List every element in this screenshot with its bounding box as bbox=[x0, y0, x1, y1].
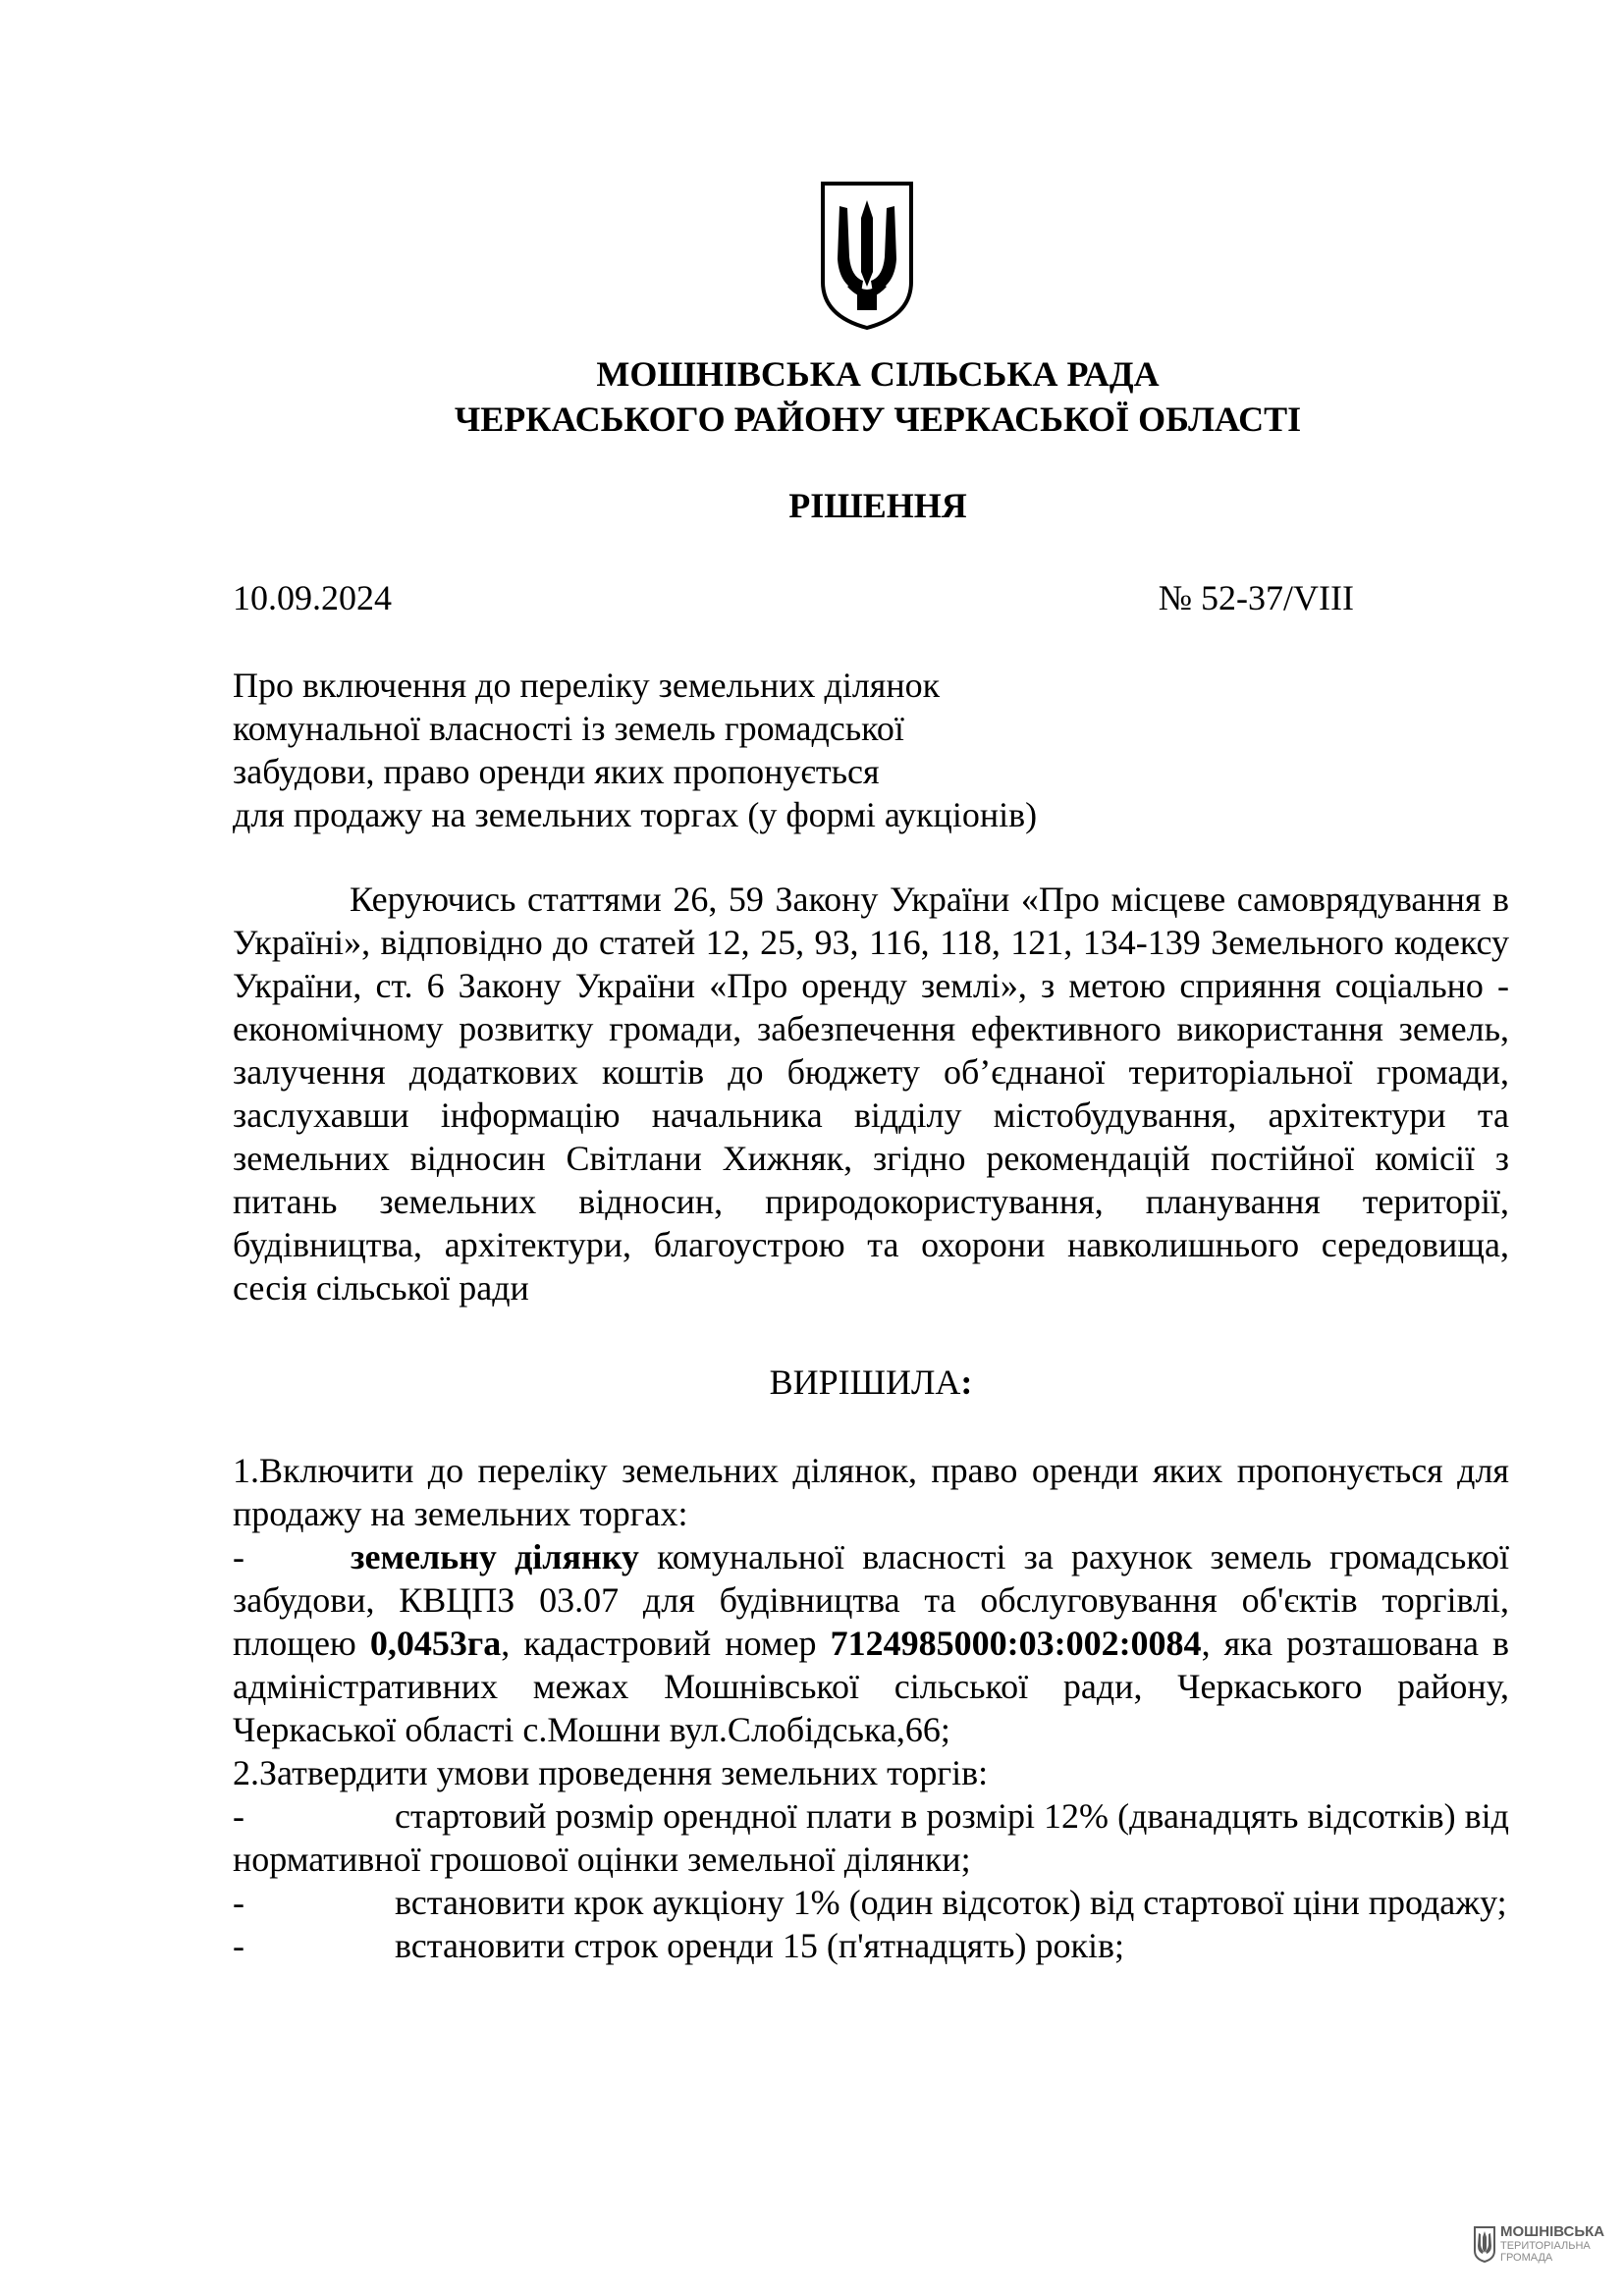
item-1-text: 1.Включити до переліку земельних ділянок, право оренди яких пропонується для продажу на земельних торгах: bbox=[233, 1451, 1509, 1533]
logo-title: МОШНІВСЬКА bbox=[1500, 2223, 1605, 2240]
coat-of-arms-icon bbox=[818, 179, 916, 331]
council-name: МОШНІВСЬКА СІЛЬСЬКА РАДА bbox=[596, 354, 1160, 394]
decision-subject bbox=[233, 664, 1116, 836]
council-header bbox=[0, 351, 1624, 442]
resolved-colon: : bbox=[960, 1362, 973, 1402]
list-dash: - bbox=[233, 1796, 244, 1836]
preamble-paragraph: Керуючись статтями 26, 59 Закону України «Про місцеве самоврядування в Україні», відповідно до статей 12, 25, 93, 116, 118, 121, 134-139 Земельного кодексу України, ст. 6 Закону України «Про оренду землі», з метою сприяння соціально - економічному розвитку громади, забезпечення ефективного використання земель, залучення додаткових коштів до бюджету об’єднаної територіальної громади, заслухавши інформацію начальника відділу містобудування, архітектури та земельних відносин Світлани Хижняк, згідно рекомендацій постійної комісії з питань земельних відносин, природокористування, планування території, будівництва, архітектури, благоустрою та охорони навколишнього середовища, сесія сільської ради bbox=[233, 880, 1509, 1308]
decision-title: РІШЕННЯ bbox=[788, 486, 967, 525]
list-dash: - bbox=[233, 1883, 244, 1922]
decision-body bbox=[233, 878, 1509, 1967]
council-district: ЧЕРКАСЬКОГО РАЙОНУ ЧЕРКАСЬКОЇ ОБЛАСТІ bbox=[454, 400, 1302, 439]
condition-text: встановити строк оренди 15 (п'ятнадцять) років; bbox=[395, 1926, 1124, 1965]
plot-description-b: , кадастровий номер bbox=[501, 1624, 831, 1663]
condition-item bbox=[233, 1881, 1509, 1924]
condition-text: стартовий розмір орендної плати в розмірі 12% (дванадцять відсотків) від нормативної грошової оцінки земельної ділянки; bbox=[233, 1796, 1509, 1879]
plot-description-c: , яка розташована в адміністративних межах Мошнівської сільської ради, Черкаського району, Черкаської області с.Мошни вул.Слобідська,66; bbox=[233, 1624, 1509, 1749]
subject-line: Про включення до переліку земельних ділянок bbox=[233, 666, 941, 705]
decision-number: № 52-37/VIII bbox=[1158, 578, 1354, 617]
condition-item bbox=[233, 1924, 1509, 1967]
logo-subtitle: ГРОМАДА bbox=[1500, 2252, 1553, 2264]
decision-date: 10.09.2024 bbox=[233, 578, 392, 617]
trident-icon bbox=[1473, 2225, 1496, 2263]
condition-text: встановити крок аукціону 1% (один відсоток) від стартової ціни продажу; bbox=[395, 1883, 1507, 1922]
plot-area: 0,0453га bbox=[369, 1624, 502, 1663]
item-2-text: 2.Затвердити умови проведення земельних торгів: bbox=[233, 1753, 989, 1792]
item-1-plot bbox=[233, 1535, 1509, 1751]
resolved-heading bbox=[233, 1361, 1509, 1404]
subject-line: забудови, право оренди яких пропонується bbox=[233, 752, 880, 791]
plot-description-a: комунальної власності за рахунок земель громадської забудови, КВЦПЗ 03.07 для будівництва та обслуговування об'єктів торгівлі, площею bbox=[233, 1537, 1509, 1663]
condition-item bbox=[233, 1794, 1509, 1881]
resolved-word: ВИРІШИЛА bbox=[769, 1362, 961, 1402]
plot-label: земельну ділянку bbox=[351, 1537, 639, 1576]
logo-text bbox=[1500, 2223, 1604, 2264]
logo-subtitle: ТЕРИТОРІАЛЬНА bbox=[1500, 2240, 1591, 2252]
community-logo bbox=[1473, 2223, 1620, 2282]
list-dash: - bbox=[233, 1537, 244, 1576]
cadastral-number: 7124985000:03:002:0084 bbox=[830, 1624, 1202, 1663]
subject-line: комунальної власності із земель громадської bbox=[233, 709, 904, 748]
subject-line: для продажу на земельних торгах (у формі аукціонів) bbox=[233, 795, 1038, 834]
list-dash: - bbox=[233, 1926, 244, 1965]
